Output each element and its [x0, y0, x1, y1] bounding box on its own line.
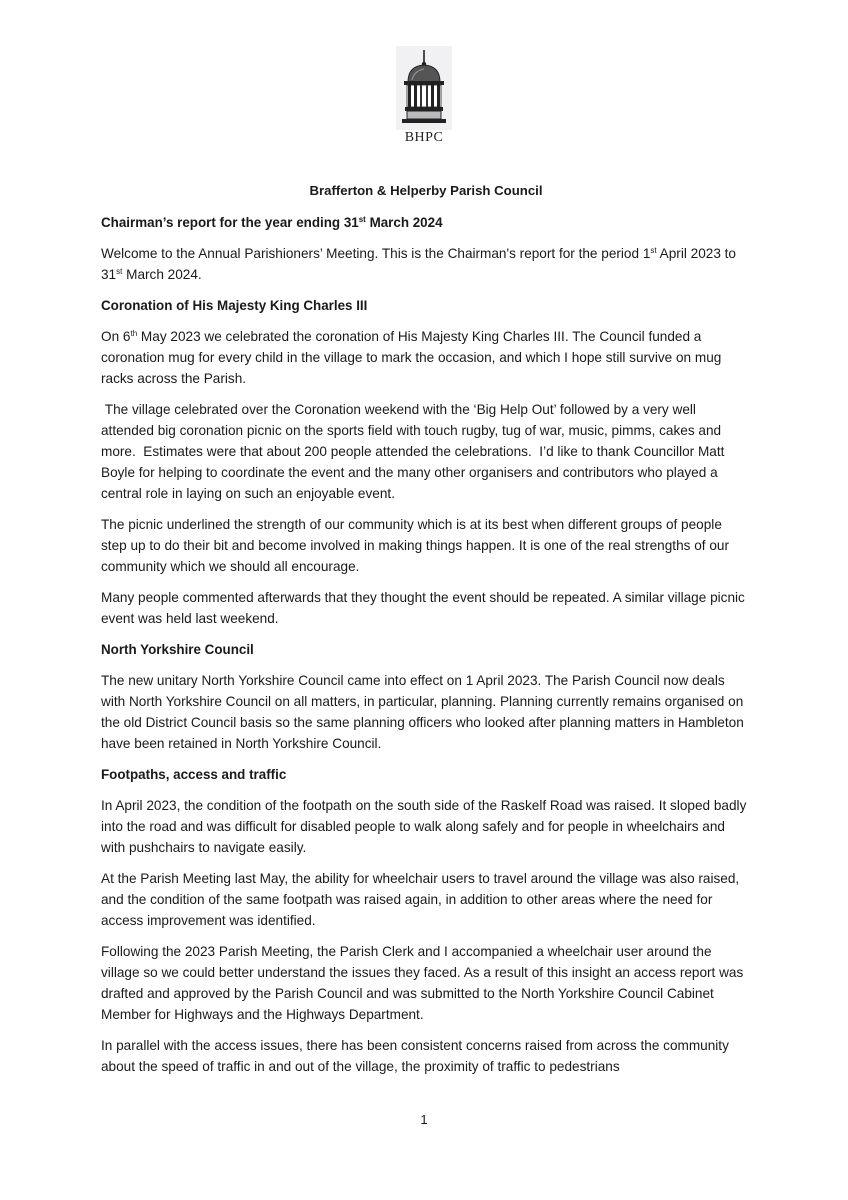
paragraph: Many people commented afterwards that they thought the event should be repeated. A similar village picnic event was held last weekend.: [101, 590, 745, 626]
paragraph: In April 2023, the condition of the footpath on the south side of the Raskelf Road was raised. It sloped badly into the road and was difficult for disabled people to walk along safely and for people in wheelchairs and with pushchairs to navigate easily.: [101, 798, 747, 855]
pavilion-cupola-icon: [392, 44, 456, 130]
paragraph: The village celebrated over the Coronation weekend with the ‘Big Help Out’ followed by a very well attended big coronation picnic on the sports field with touch rugby, tug of war, music, pimms, cakes and more. Estimates were that about 200 people attended the celebrations. I’d like to thank Councillor Matt Boyle for helping to coordinate the event and the many other organisers and contributors who played a central role in laying on such an enjoyable event.: [101, 402, 729, 501]
page-number: 1: [420, 1112, 428, 1127]
section-heading-footpaths: Footpaths, access and traffic: [101, 767, 287, 782]
section-heading-coronation: Coronation of His Majesty King Charles III: [101, 298, 368, 313]
ordinal-suffix: st: [116, 267, 123, 276]
paragraph: Following the 2023 Parish Meeting, the Parish Clerk and I accompanied a wheelchair user around the village so we could better understand the issues they faced. As a result of this insight an access report was drafted and approved by the Parish Council and was submitted to the North Yorkshire Council Cabinet Member for Highways and the Highways Department.: [101, 944, 744, 1022]
paragraph-text: On 6: [101, 329, 131, 344]
report-title: [101, 212, 751, 233]
paragraph: The picnic underlined the strength of our community which is at its best when different groups of people step up to do their bit and become involved in making things happen. It is one of the real strengths of our community which we should all encourage.: [101, 517, 729, 574]
ordinal-suffix: st: [358, 215, 366, 224]
section-heading-north-yorkshire: North Yorkshire Council: [101, 642, 254, 657]
report-title-text: Chairman’s report for the year ending 31: [101, 215, 359, 230]
paragraph: In parallel with the access issues, there has been consistent concerns raised from across the community about the speed of traffic in and out of the village, the proximity of traffic to pedestrians: [101, 1038, 729, 1074]
ordinal-suffix: st: [650, 246, 657, 255]
intro-paragraph: [101, 243, 751, 285]
report-title-text-end: March 2024: [365, 215, 443, 230]
paragraph: The new unitary North Yorkshire Council came into effect on 1 April 2023. The Parish Council now deals with North Yorkshire Council on all matters, in particular, planning. Planning currently remains organised on the old District Council basis so the same planning officers who looked after planning matters in Hambleton have been retained in North Yorkshire Council.: [101, 673, 744, 751]
logo-text: BHPC: [404, 130, 444, 145]
organisation-name: Brafferton & Helperby Parish Council: [309, 183, 543, 198]
intro-text-3: March 2024.: [122, 267, 202, 282]
bhpc-logo: [392, 44, 456, 148]
paragraph: At the Parish Meeting last May, the ability for wheelchair users to travel around the village was also raised, and the condition of the same footpath was raised again, in addition to other areas where the need for access improvement was identified.: [101, 871, 740, 928]
ordinal-suffix: th: [130, 329, 138, 338]
intro-text-1: Welcome to the Annual Parishioners’ Meeting. This is the Chairman's report for the period 1: [101, 246, 651, 261]
paragraph: [101, 326, 751, 389]
paragraph-text: May 2023 we celebrated the coronation of His Majesty King Charles III. The Council funded a coronation mug for every child in the village to mark the occasion, and which I hope still survive on mug racks across the Parish.: [101, 329, 722, 386]
intro-text-2: April 2023 to 31: [101, 246, 736, 282]
document-body: [101, 180, 751, 1087]
